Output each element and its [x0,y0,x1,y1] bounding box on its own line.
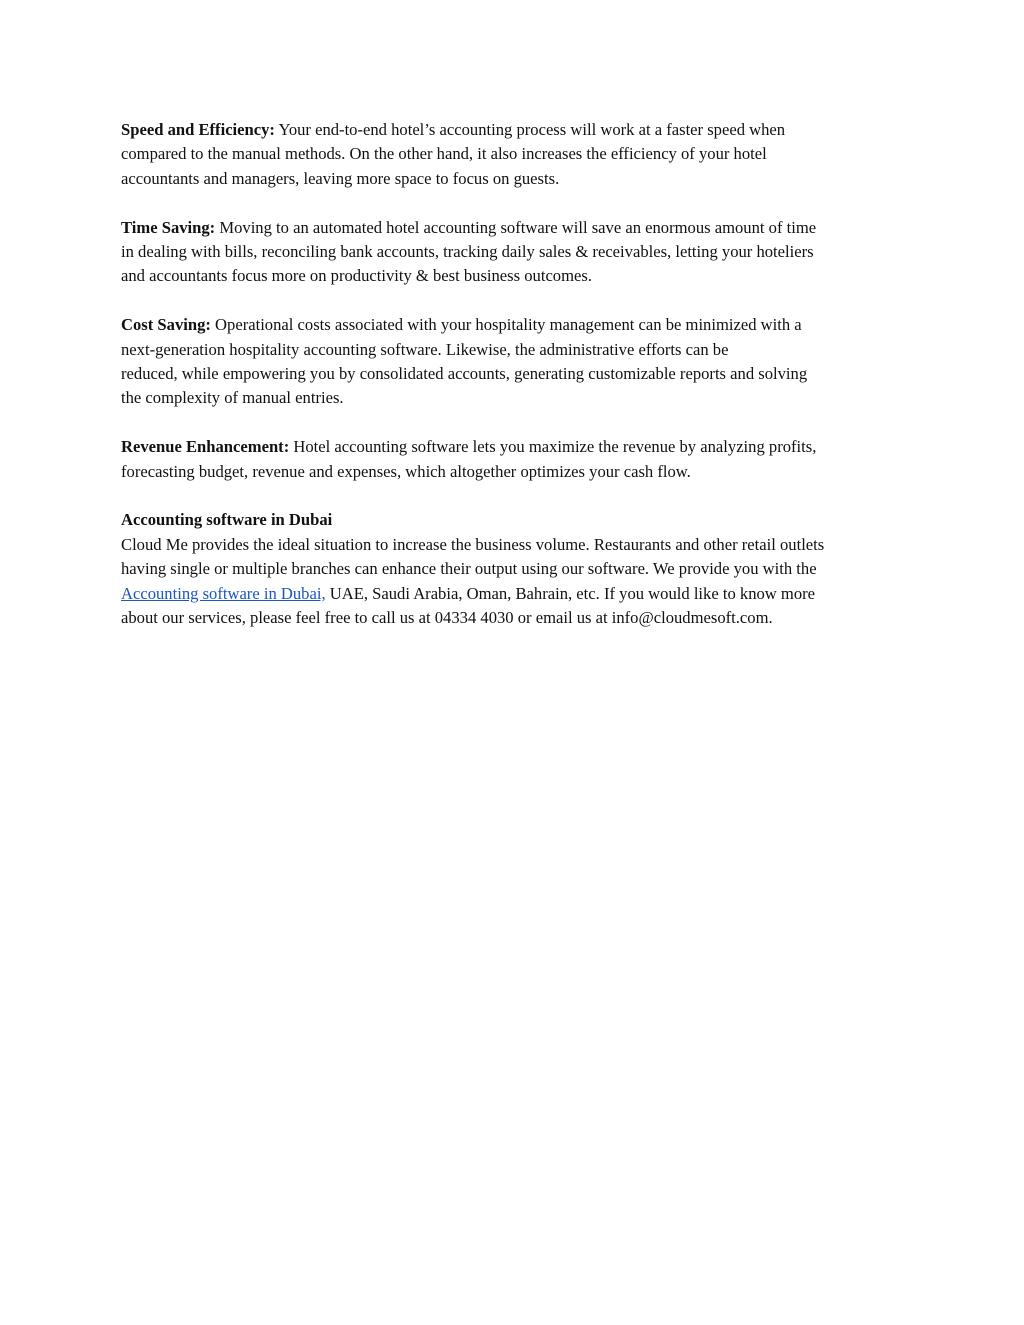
cost-saving-line-4: the complexity of manual entries. [121,388,344,408]
dubai-line-1: Cloud Me provides the ideal situation to increase the business volume. Restaurants and other retail outlets [121,534,825,554]
cost-saving-heading: Cost Saving: [121,315,211,335]
time-saving-line-2: in dealing with bills, reconciling bank accounts, tracking daily sales & receivables, letting your hoteliers [121,242,814,262]
time-saving-line-3: and accountants focus more on productivity & best business outcomes. [121,266,592,286]
speed-efficiency-line-1: Your end-to-end hotel’s accounting process will work at a faster speed when [274,120,786,139]
cost-saving-line-3: reduced, while empowering you by consolidated accounts, generating customizable reports and solving [121,364,808,384]
dubai-line-4: about our services, please feel free to call us at 04334 4030 or email us at info@cloudmesoft.com. [121,608,773,628]
time-saving-paragraph [121,216,907,289]
document-body [121,118,907,655]
speed-efficiency-line-3: accountants and managers, leaving more space to focus on guests. [121,168,560,188]
revenue-enhancement-line-2: forecasting budget, revenue and expenses, which altogether optimizes your cash flow. [121,461,691,481]
dubai-line-2: having single or multiple branches can enhance their output using our software. We provide you with the [121,559,817,579]
cost-saving-line-2: next-generation hospitality accounting software. Likewise, the administrative efforts can be [121,339,729,359]
dubai-line-3-rest: UAE, Saudi Arabia, Oman, Bahrain, etc. If you would like to know more [325,583,816,603]
cost-saving-line-1: Operational costs associated with your hospitality management can be minimized with a [210,315,802,335]
time-saving-heading: Time Saving: [121,217,216,237]
dubai-heading: Accounting software in Dubai [121,510,333,530]
speed-efficiency-heading: Speed and Efficiency: [121,120,275,139]
cost-saving-paragraph [121,313,907,411]
accounting-software-dubai-link[interactable]: Accounting software in Dubai, [121,583,326,603]
revenue-enhancement-paragraph [121,435,907,484]
revenue-enhancement-heading: Revenue Enhancement: [121,437,290,457]
time-saving-line-1: Moving to an automated hotel accounting software will save an enormous amount of time [215,217,817,237]
speed-efficiency-paragraph [121,118,907,191]
dubai-section [121,508,907,630]
revenue-enhancement-line-1: Hotel accounting software lets you maximize the revenue by analyzing profits, [289,437,817,457]
speed-efficiency-line-2: compared to the manual methods. On the other hand, it also increases the efficiency of your hotel [121,144,767,164]
